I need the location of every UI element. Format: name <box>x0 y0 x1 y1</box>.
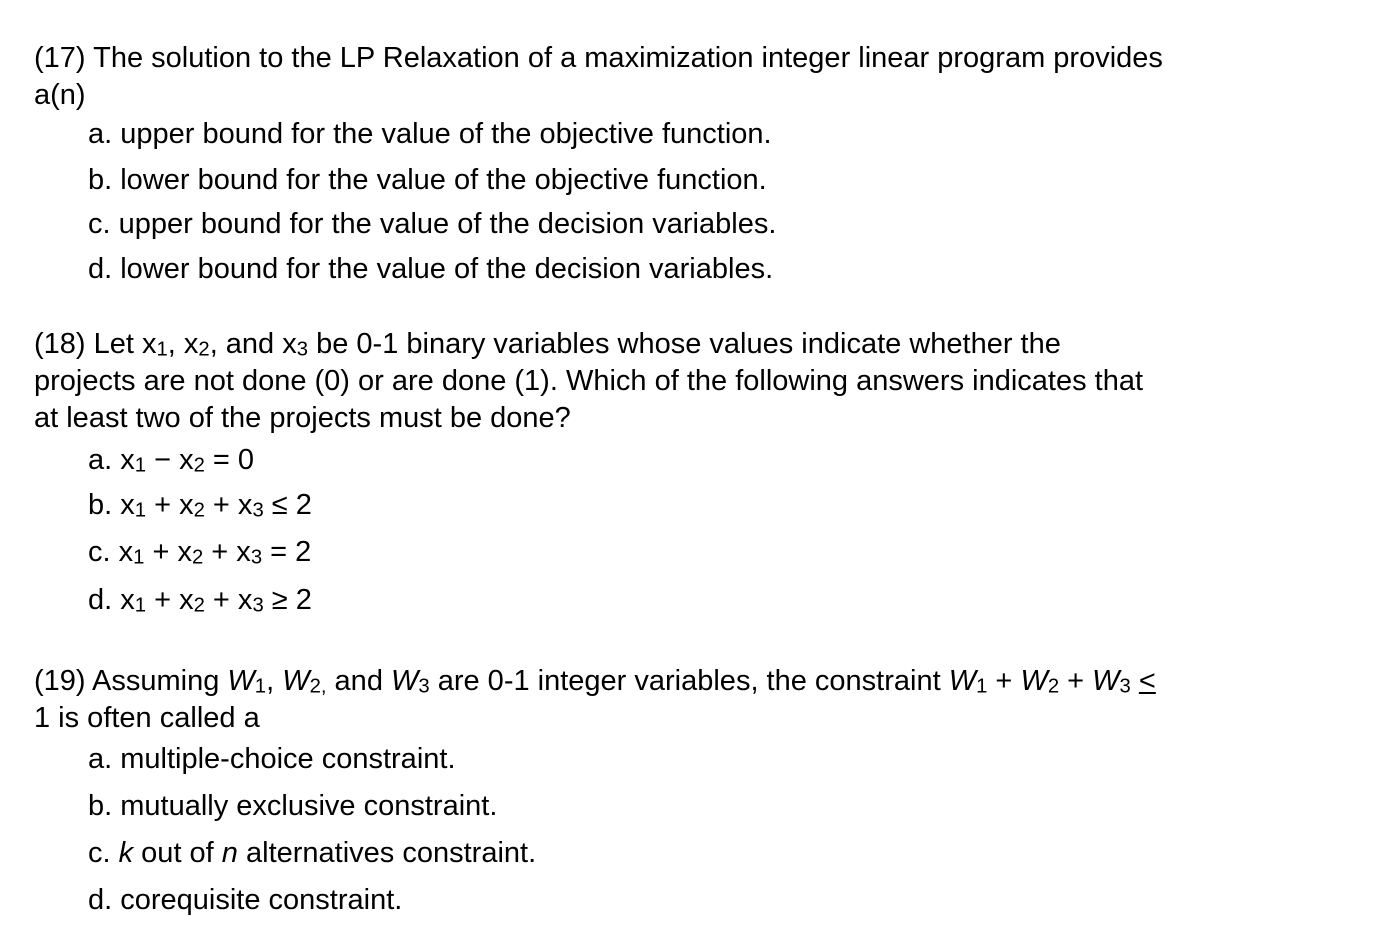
q17-option-d: d. lower bound for the value of the decision variables. <box>88 253 774 285</box>
q17-stem-line1: (17) The solution to the LP Relaxation of a maximization integer linear program provides <box>34 42 1163 74</box>
q18-stem-line3: at least two of the projects must be done? <box>34 402 571 434</box>
q19-stem-line1: (19) Assuming $W_1$, $W_{2,}$ and $W_3$ are 0-1 integer variables, the constraint $W_1 + W_2 + W_3$ < <box>34 665 1156 698</box>
less-than-or-equal-sign: < <box>1138 665 1156 697</box>
q18-option-b: b. $x_1 + x_2 + x_3 \le 2$ <box>88 489 312 522</box>
q17-stem-line2: a(n) <box>34 79 86 111</box>
q19-option-b: b. mutually exclusive constraint. <box>88 790 498 822</box>
q17-option-b: b. lower bound for the value of the objective function. <box>88 164 767 196</box>
q17-option-a: a. upper bound for the value of the objective function. <box>88 118 772 150</box>
q19-option-c: c. k out of n alternatives constraint. <box>88 837 537 869</box>
q18-stem-line2: projects are not done (0) or are done (1). Which of the following answers indicates that <box>34 365 1144 397</box>
q19-stem-line2: 1 is often called a <box>34 702 260 734</box>
q19-option-a: a. multiple-choice constraint. <box>88 743 456 775</box>
q19-option-d: d. corequisite constraint. <box>88 884 403 916</box>
q18-stem-line1: (18) Let $x_1$, $x_2$, and $x_3$ be 0-1 binary variables whose values indicate whether the <box>34 328 1061 361</box>
q18-option-a: a. $x_1 - x_2 = 0$ <box>88 444 255 477</box>
q18-option-d: d. $x_1 + x_2 + x_3 \ge 2$ <box>88 584 312 617</box>
q17-option-c: c. upper bound for the value of the decision variables. <box>88 208 777 240</box>
q18-option-c: c. $x_1 + x_2 + x_3 = 2$ <box>88 536 312 569</box>
